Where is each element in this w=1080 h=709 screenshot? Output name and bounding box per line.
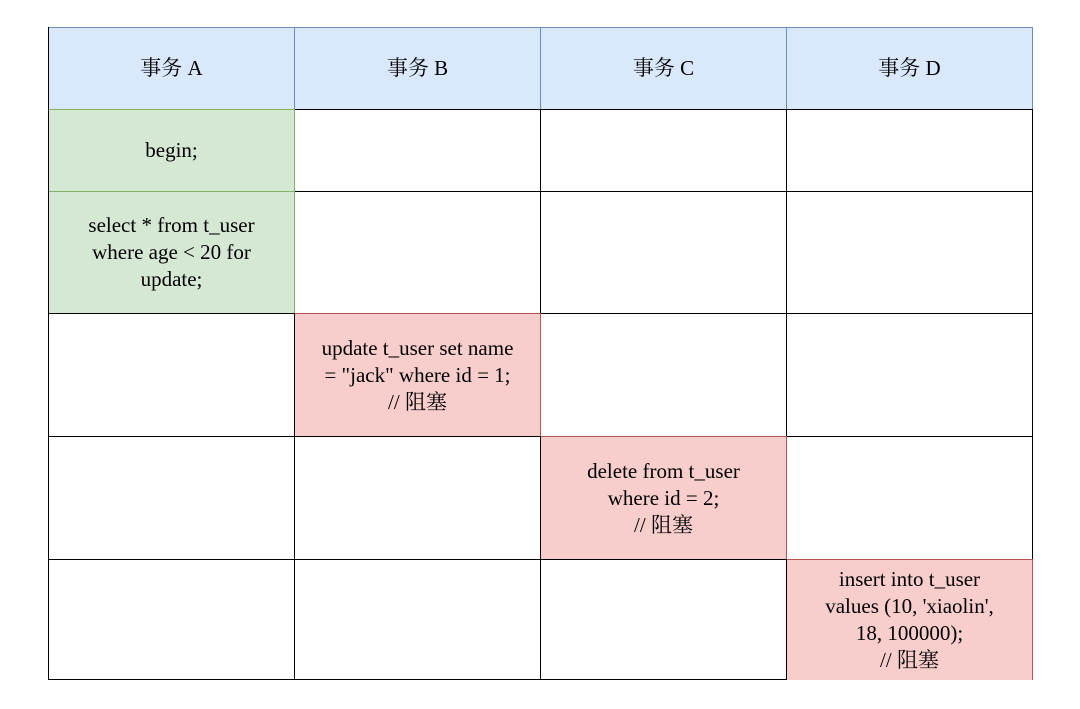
- cell-d-row4: [787, 436, 1033, 559]
- cell-a-row5: [49, 559, 295, 680]
- cell-b-row2: [295, 191, 541, 313]
- header-transaction-d: 事务 D: [787, 27, 1033, 109]
- cell-d-row2: [787, 191, 1033, 313]
- header-transaction-a: 事务 A: [49, 27, 295, 109]
- cell-c-delete-blocked: delete from t_user where id = 2; // 阻塞: [541, 436, 787, 559]
- cell-a-select-for-update: select * from t_user where age < 20 for update;: [49, 191, 295, 313]
- cell-b-row4: [295, 436, 541, 559]
- cell-c-row5: [541, 559, 787, 680]
- cell-a-row3: [49, 313, 295, 436]
- transaction-table: [48, 27, 1032, 680]
- cell-b-row5: [295, 559, 541, 680]
- cell-c-row2: [541, 191, 787, 313]
- cell-b-update-blocked: update t_user set name = "jack" where id = 1; // 阻塞: [295, 313, 541, 436]
- cell-a-row4: [49, 436, 295, 559]
- cell-d-insert-blocked: insert into t_user values (10, 'xiaolin', 18, 100000); // 阻塞: [787, 559, 1033, 680]
- header-transaction-c: 事务 C: [541, 27, 787, 109]
- header-transaction-b: 事务 B: [295, 27, 541, 109]
- cell-d-row3: [787, 313, 1033, 436]
- cell-c-row1: [541, 109, 787, 191]
- cell-c-row3: [541, 313, 787, 436]
- cell-d-row1: [787, 109, 1033, 191]
- cell-b-row1: [295, 109, 541, 191]
- cell-a-begin: begin;: [49, 109, 295, 191]
